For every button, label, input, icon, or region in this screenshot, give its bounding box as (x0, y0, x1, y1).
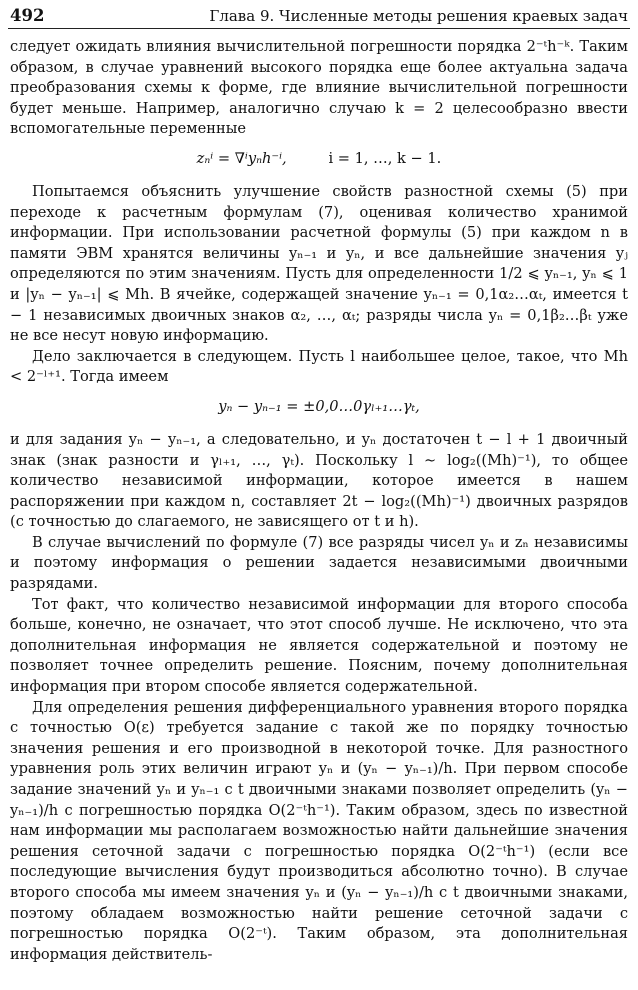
paragraph-4: и для задания yₙ − yₙ₋₁, а следовательно, и yₙ достаточен t − l + 1 двоичный знак (знак разности и γₗ₊₁, …, γₜ). Поскольку l ∼ log₂((Mh)⁻¹), то общее количество независимой информации, которое имеется в нашем распоряжении при каждом n, составляет 2t − log₂((Mh)⁻¹) двоичных разрядов (с точностью до слагаемого, не зависящего от t и h). (10, 430, 628, 531)
formula-difference-expansion (10, 396, 628, 418)
paragraph-3: Дело заключается в следующем. Пусть l наибольшее целое, такое, что Mh < 2⁻ˡ⁺¹. Тогда имеем (10, 347, 628, 386)
paragraph-7: Для определения решения дифференциального уравнения второго порядка с точностью O(ε) требуется задание с такой же по порядку точностью значения решения и его производной в некоторой точке. Для разностного уравнения роль этих величин играют yₙ и (yₙ − yₙ₋₁)/h. При первом способе задание значений yₙ и yₙ₋₁ с t двоичными знаками позволяет определить (yₙ − yₙ₋₁)/h с погрешностью порядка O(2⁻ᵗh⁻¹). Таким образом, здесь по известной нам информации мы располагаем возможностью найти дальнейшие значения решения сеточной задачи с погрешностью порядка O(2⁻ᵗh⁻¹) (если все последующие вычисления будут производиться абсолютно точно). В случае второго способа мы имеем значения yₙ и (yₙ − yₙ₋₁)/h с t двоичными знаками, поэтому обладаем возможностью найти решение сеточной задачи с погрешностью порядка O(2⁻ᵗ). Таким образом, эта дополнительная информация действитель- (10, 698, 628, 963)
formula-difference-expansion-expr: yₙ − yₙ₋₁ = ±0,0…0γₗ₊₁…γₜ, (218, 397, 420, 415)
paragraph-5: В случае вычислений по формуле (7) все разряды чисел yₙ и zₙ независимы и поэтому информация о решении задается независимыми двоичными разрядами. (10, 533, 628, 593)
running-title: Глава 9. Численные методы решения краевых задач (209, 7, 628, 25)
formula-aux-variables (10, 148, 628, 170)
paragraph-6: Тот факт, что количество независимой информации для второго способа больше, конечно, не означает, что этот способ лучше. Не исключено, что эта дополнительная информация не является содержательной и поэтому не позволяет точнее определить решение. Поясним, почему дополнительная информация при втором способе является содержательной. (10, 595, 628, 696)
formula-aux-variables-range: i = 1, …, k − 1. (328, 149, 442, 167)
body-text (8, 37, 630, 965)
page-number: 492 (10, 6, 45, 25)
formula-aux-variables-expr: zₙⁱ = ∇ⁱyₙh⁻ⁱ, (196, 149, 287, 167)
paragraph-2: Попытаемся объяснить улучшение свойств разностной схемы (5) при переходе к расчетным формулам (7), оценивая количество хранимой информации. При использовании расчетной формулы (5) при каждом n в памяти ЭВМ хранятся величины yₙ₋₁ и yₙ, и все дальнейшие значения yⱼ определяются по этим значениям. Пусть для определенности 1/2 ⩽ yₙ₋₁, yₙ ⩽ 1 и |yₙ − yₙ₋₁| ⩽ Mh. В ячейке, содержащей значение yₙ₋₁ = 0,1α₂…αₜ, имеется t − 1 независимых двоичных знаков α₂, …, αₜ; разряды числа yₙ = 0,1β₂…βₜ уже не все несут новую информацию. (10, 182, 628, 345)
paragraph-1: следует ожидать влияния вычислительной погрешности порядка 2⁻ᵗh⁻ᵏ. Таким образом, в случае уравнений высокого порядка еще более актуальна задача преобразования схемы к форме, где влияние вычислительной погрешности будет меньше. Например, аналогично случаю k = 2 целесообразно ввести вспомогательные переменные (10, 38, 628, 138)
page-header (8, 6, 630, 29)
